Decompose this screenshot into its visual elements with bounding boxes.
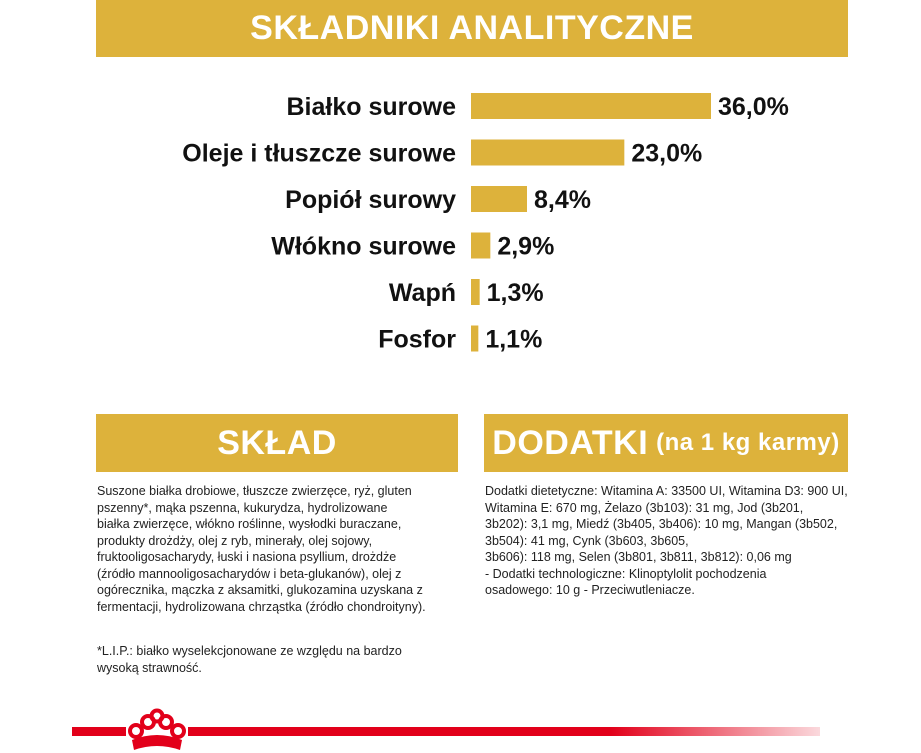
composition-banner — [96, 414, 458, 472]
additives-text: Dodatki dietetyczne: Witamina A: 33500 UI, Witamina D3: 900 UI, Witamina E: 670 mg, Żelazo (3b103): 31 mg, Jod (3b201, 3b202): 3,1 mg, Miedź (3b405, 3b406): 10 mg, Mangan (3b502, 3b504): 41 mg, Cynk (3b603, 3b605, 3b606): 118 mg, Selen (3b801, 3b811, 3b812): 0,06 mg - Dodatki technologiczne: Klinoptylolit pochodzenia osadowego: 10 g - Przeciwutleniacze. — [485, 484, 848, 597]
royal-canin-crown-icon — [126, 708, 188, 753]
bar-category-label: Wapń — [388, 279, 456, 307]
composition-title: SKŁAD — [217, 423, 337, 462]
analytical-components-banner — [96, 0, 848, 57]
bar-value-label: 8,4% — [534, 186, 591, 214]
bar-category-label: Włókno surowe — [271, 232, 456, 261]
bar-category-label: Popiół surowy — [285, 186, 456, 214]
composition-footnote: *L.I.P.: białko wyselekcjonowane ze względu na bardzo wysoką strawność. — [97, 644, 402, 675]
bar — [471, 93, 711, 119]
composition-text: Suszone białka drobiowe, tłuszcze zwierzęce, ryż, gluten pszenny*, mąka pszenna, kukurydza, hydrolizowane białka zwierzęce, włókno roślinne, wysłodki buraczane, produkty drożdży, olej z ryb, minerały, olej sojowy, fruktooligosacharydy, łuski i nasiona psyllium, drożdże (źródło mannooligosacharydów i beta-glukanów), olej z ogórecznika, mączka z aksamitki, glukozamina uzyskana z fermentacji, hydrolizowana chrząstka (źródło chondroityny). — [97, 484, 426, 614]
analytical-components-title: SKŁADNIKI ANALITYCZNE — [250, 9, 694, 47]
analytical-bar-chart — [0, 80, 921, 370]
bar-value-label: 1,1% — [485, 325, 543, 354]
bar — [471, 140, 624, 166]
bar-category-label: Białko surowe — [286, 93, 456, 121]
bar-value-label: 2,9% — [497, 232, 555, 261]
bar — [471, 279, 480, 305]
bar — [471, 186, 527, 212]
bar-category-label: Oleje i tłuszcze surowe — [182, 139, 456, 168]
additives-banner — [484, 414, 848, 472]
additives-subtitle: (na 1 kg karmy) — [656, 429, 840, 456]
bar-value-label: 1,3% — [486, 279, 544, 307]
bar-category-label: Fosfor — [378, 325, 456, 354]
additives-title: DODATKI — [492, 423, 649, 462]
bar — [471, 326, 478, 352]
bar-value-label: 23,0% — [631, 139, 703, 168]
bar-value-label: 36,0% — [718, 93, 789, 121]
bar — [471, 233, 490, 259]
